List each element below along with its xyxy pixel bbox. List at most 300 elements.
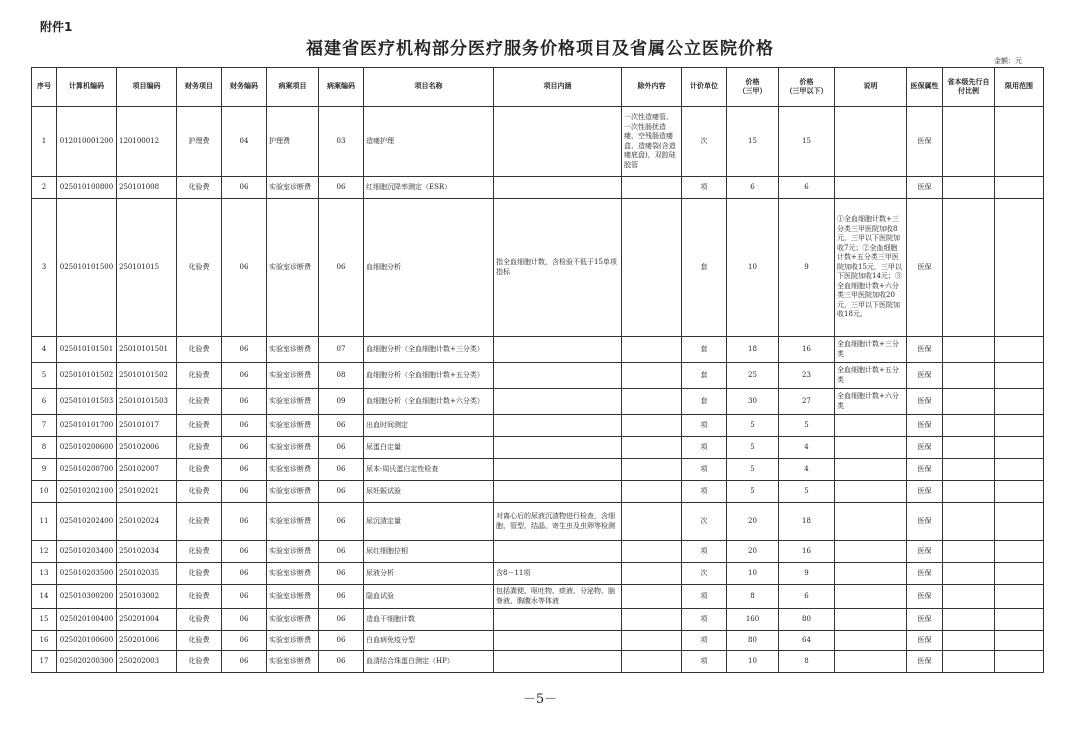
cell-insurance: 医保 — [907, 363, 943, 389]
cell-unit: 次 — [682, 563, 727, 585]
cell-finance-item: 化验费 — [177, 459, 222, 481]
cell-insurance: 医保 — [907, 177, 943, 199]
cell-scope — [995, 337, 1044, 363]
cell-price-below-tier3a: 9 — [779, 199, 835, 337]
cell-price-tier3a: 8 — [727, 585, 779, 609]
cell-exclusion — [622, 585, 682, 609]
cell-self-pay-ratio — [943, 177, 995, 199]
cell-self-pay-ratio — [943, 563, 995, 585]
cell-item-name: 白血病免疫分型 — [364, 631, 494, 651]
table-row — [32, 585, 1044, 609]
cell-price-tier3a: 5 — [727, 415, 779, 437]
cell-unit: 套 — [682, 363, 727, 389]
cell-insurance: 医保 — [907, 609, 943, 631]
cell-insurance: 医保 — [907, 651, 943, 673]
cell-price-below-tier3a: 16 — [779, 337, 835, 363]
cell-scope — [995, 481, 1044, 503]
cell-calc-code: 025020100600 — [57, 631, 117, 651]
page-title: 福建省医疗机构部分医疗服务价格项目及省属公立医院价格 — [306, 39, 774, 59]
cell-price-below-tier3a: 16 — [779, 541, 835, 563]
cell-exclusion — [622, 389, 682, 415]
cell-exclusion — [622, 651, 682, 673]
cell-finance-item: 化验费 — [177, 337, 222, 363]
cell-calc-code: 025010101501 — [57, 337, 117, 363]
cell-price-tier3a: 10 — [727, 651, 779, 673]
cell-item-name: 血清结合珠蛋白测定（HP） — [364, 651, 494, 673]
cell-seq: 13 — [32, 563, 57, 585]
cell-unit: 套 — [682, 199, 727, 337]
cell-unit: 项 — [682, 541, 727, 563]
cell-price-below-tier3a: 64 — [779, 631, 835, 651]
cell-price-below-tier3a: 6 — [779, 585, 835, 609]
header-case-code: 病案编码 — [319, 68, 364, 107]
table-row — [32, 459, 1044, 481]
cell-item-code: 250201006 — [117, 631, 177, 651]
cell-item-name: 造血干细胞计数 — [364, 609, 494, 631]
cell-item-code: 250101017 — [117, 415, 177, 437]
cell-exclusion — [622, 199, 682, 337]
cell-note — [835, 177, 907, 199]
cell-finance-code: 06 — [222, 609, 267, 631]
cell-unit: 次 — [682, 503, 727, 541]
cell-self-pay-ratio — [943, 631, 995, 651]
cell-finance-code: 06 — [222, 503, 267, 541]
cell-price-tier3a: 10 — [727, 199, 779, 337]
header-price-tier3a: 价格 （三甲） — [727, 68, 779, 107]
cell-item-name: 尿红细胞位相 — [364, 541, 494, 563]
cell-item-name: 血细胞分析 — [364, 199, 494, 337]
header-seq: 序号 — [32, 68, 57, 107]
cell-case-code: 09 — [319, 389, 364, 415]
cell-case-item: 实验室诊断费 — [267, 631, 319, 651]
cell-self-pay-ratio — [943, 481, 995, 503]
cell-seq: 9 — [32, 459, 57, 481]
cell-self-pay-ratio — [943, 503, 995, 541]
cell-seq: 2 — [32, 177, 57, 199]
cell-price-tier3a: 18 — [727, 337, 779, 363]
cell-case-item: 实验室诊断费 — [267, 541, 319, 563]
cell-finance-item: 化验费 — [177, 415, 222, 437]
cell-case-code: 06 — [319, 585, 364, 609]
cell-case-item: 实验室诊断费 — [267, 585, 319, 609]
cell-item-content — [494, 415, 622, 437]
cell-unit: 项 — [682, 437, 727, 459]
cell-insurance: 医保 — [907, 563, 943, 585]
cell-item-content — [494, 459, 622, 481]
cell-item-name: 血细胞分析（全血细胞计数+五分类） — [364, 363, 494, 389]
currency-unit-note: 金额：元 — [994, 57, 1022, 65]
table-row — [32, 609, 1044, 631]
cell-item-content — [494, 363, 622, 389]
cell-case-item: 实验室诊断费 — [267, 481, 319, 503]
cell-scope — [995, 177, 1044, 199]
cell-note — [835, 609, 907, 631]
cell-note: 全血细胞计数+五分类 — [835, 363, 907, 389]
cell-finance-item: 化验费 — [177, 437, 222, 459]
table-row — [32, 481, 1044, 503]
header-exclusion: 除外内容 — [622, 68, 682, 107]
cell-finance-code: 06 — [222, 437, 267, 459]
cell-self-pay-ratio — [943, 541, 995, 563]
cell-seq: 16 — [32, 631, 57, 651]
cell-unit: 次 — [682, 107, 727, 177]
cell-unit: 项 — [682, 415, 727, 437]
cell-item-content — [494, 541, 622, 563]
cell-item-content — [494, 481, 622, 503]
cell-calc-code: 012010001200 — [57, 107, 117, 177]
cell-item-code: 250103002 — [117, 585, 177, 609]
cell-unit: 项 — [682, 481, 727, 503]
cell-exclusion — [622, 415, 682, 437]
cell-price-below-tier3a: 5 — [779, 481, 835, 503]
cell-scope — [995, 415, 1044, 437]
cell-case-code: 06 — [319, 481, 364, 503]
cell-finance-item: 护理费 — [177, 107, 222, 177]
cell-case-code: 06 — [319, 437, 364, 459]
table-row — [32, 563, 1044, 585]
table-row — [32, 651, 1044, 673]
cell-seq: 15 — [32, 609, 57, 631]
cell-unit: 项 — [682, 631, 727, 651]
cell-case-code: 06 — [319, 541, 364, 563]
cell-price-tier3a: 5 — [727, 481, 779, 503]
cell-price-below-tier3a: 5 — [779, 415, 835, 437]
cell-unit: 套 — [682, 337, 727, 363]
cell-item-name: 尿本-周氏蛋白定性检查 — [364, 459, 494, 481]
cell-price-tier3a: 6 — [727, 177, 779, 199]
cell-item-name: 尿蛋白定量 — [364, 437, 494, 459]
table-row — [32, 437, 1044, 459]
cell-case-code: 06 — [319, 503, 364, 541]
cell-finance-item: 化验费 — [177, 609, 222, 631]
cell-self-pay-ratio — [943, 199, 995, 337]
cell-price-tier3a: 25 — [727, 363, 779, 389]
cell-item-code: 250101015 — [117, 199, 177, 337]
cell-insurance: 医保 — [907, 459, 943, 481]
cell-insurance: 医保 — [907, 199, 943, 337]
table-row — [32, 631, 1044, 651]
cell-calc-code: 025010200600 — [57, 437, 117, 459]
cell-item-content — [494, 107, 622, 177]
table-row — [32, 199, 1044, 337]
cell-item-content: 包括粪便、呕吐物、痰液、分泌物、脑脊液、胸腹水等体液 — [494, 585, 622, 609]
cell-item-content — [494, 177, 622, 199]
cell-insurance: 医保 — [907, 437, 943, 459]
cell-price-tier3a: 20 — [727, 503, 779, 541]
cell-price-tier3a: 15 — [727, 107, 779, 177]
cell-item-code: 25010101501 — [117, 337, 177, 363]
cell-self-pay-ratio — [943, 459, 995, 481]
cell-self-pay-ratio — [943, 437, 995, 459]
cell-calc-code: 025010101503 — [57, 389, 117, 415]
cell-finance-code: 06 — [222, 363, 267, 389]
cell-calc-code: 025020100400 — [57, 609, 117, 631]
cell-item-code: 250102035 — [117, 563, 177, 585]
cell-case-code: 06 — [319, 415, 364, 437]
cell-note — [835, 563, 907, 585]
cell-item-name: 隐血试验 — [364, 585, 494, 609]
cell-exclusion — [622, 563, 682, 585]
header-item-content: 项目内涵 — [494, 68, 622, 107]
cell-finance-item: 化验费 — [177, 481, 222, 503]
cell-case-code: 06 — [319, 631, 364, 651]
cell-item-name: 造瘘护理 — [364, 107, 494, 177]
cell-self-pay-ratio — [943, 363, 995, 389]
cell-case-item: 护理费 — [267, 107, 319, 177]
cell-scope — [995, 563, 1044, 585]
cell-price-tier3a: 10 — [727, 563, 779, 585]
header-item-code: 项目编码 — [117, 68, 177, 107]
cell-scope — [995, 631, 1044, 651]
cell-price-tier3a: 80 — [727, 631, 779, 651]
cell-seq: 8 — [32, 437, 57, 459]
cell-finance-item: 化验费 — [177, 631, 222, 651]
cell-exclusion — [622, 609, 682, 631]
cell-price-tier3a: 20 — [727, 541, 779, 563]
cell-note — [835, 541, 907, 563]
cell-note — [835, 503, 907, 541]
cell-scope — [995, 503, 1044, 541]
header-unit: 计价单位 — [682, 68, 727, 107]
cell-finance-item: 化验费 — [177, 585, 222, 609]
cell-scope — [995, 585, 1044, 609]
cell-exclusion — [622, 631, 682, 651]
table-row — [32, 389, 1044, 415]
cell-seq: 3 — [32, 199, 57, 337]
cell-price-below-tier3a: 9 — [779, 563, 835, 585]
cell-insurance: 医保 — [907, 481, 943, 503]
cell-note: 全血细胞计数+六分类 — [835, 389, 907, 415]
cell-note — [835, 651, 907, 673]
cell-note — [835, 107, 907, 177]
cell-price-below-tier3a: 15 — [779, 107, 835, 177]
cell-item-content — [494, 609, 622, 631]
cell-seq: 4 — [32, 337, 57, 363]
cell-item-code: 25010101502 — [117, 363, 177, 389]
cell-item-name: 尿沉渣定量 — [364, 503, 494, 541]
cell-price-below-tier3a: 18 — [779, 503, 835, 541]
cell-insurance: 医保 — [907, 541, 943, 563]
cell-calc-code: 025020200300 — [57, 651, 117, 673]
cell-self-pay-ratio — [943, 609, 995, 631]
cell-calc-code: 025010203500 — [57, 563, 117, 585]
cell-item-code: 250201004 — [117, 609, 177, 631]
cell-case-code: 03 — [319, 107, 364, 177]
cell-seq: 17 — [32, 651, 57, 673]
cell-seq: 14 — [32, 585, 57, 609]
cell-self-pay-ratio — [943, 651, 995, 673]
cell-seq: 12 — [32, 541, 57, 563]
cell-price-below-tier3a: 80 — [779, 609, 835, 631]
cell-item-name: 血细胞分析（全血细胞计数+三分类） — [364, 337, 494, 363]
cell-scope — [995, 389, 1044, 415]
cell-item-code: 250202003 — [117, 651, 177, 673]
cell-finance-item: 化验费 — [177, 563, 222, 585]
price-table — [31, 67, 1044, 673]
header-self-pay-ratio: 省本级先行自付比例 — [943, 68, 995, 107]
cell-finance-code: 06 — [222, 177, 267, 199]
cell-item-code: 250102034 — [117, 541, 177, 563]
cell-exclusion — [622, 437, 682, 459]
cell-calc-code: 025010202100 — [57, 481, 117, 503]
cell-unit: 项 — [682, 585, 727, 609]
cell-case-item: 实验室诊断费 — [267, 389, 319, 415]
cell-finance-item: 化验费 — [177, 199, 222, 337]
cell-case-item: 实验室诊断费 — [267, 503, 319, 541]
cell-finance-item: 化验费 — [177, 363, 222, 389]
cell-insurance: 医保 — [907, 107, 943, 177]
cell-exclusion — [622, 363, 682, 389]
cell-scope — [995, 199, 1044, 337]
cell-item-content — [494, 631, 622, 651]
cell-self-pay-ratio — [943, 389, 995, 415]
cell-calc-code: 025010300200 — [57, 585, 117, 609]
cell-note — [835, 437, 907, 459]
header-item-name: 项目名称 — [364, 68, 494, 107]
cell-case-code: 08 — [319, 363, 364, 389]
cell-case-code: 06 — [319, 177, 364, 199]
cell-price-below-tier3a: 27 — [779, 389, 835, 415]
cell-scope — [995, 363, 1044, 389]
cell-finance-code: 06 — [222, 199, 267, 337]
cell-exclusion — [622, 459, 682, 481]
cell-scope — [995, 459, 1044, 481]
cell-finance-code: 06 — [222, 585, 267, 609]
header-insurance: 医保属性 — [907, 68, 943, 107]
cell-finance-code: 04 — [222, 107, 267, 177]
cell-finance-code: 06 — [222, 337, 267, 363]
cell-item-code: 250102024 — [117, 503, 177, 541]
cell-exclusion — [622, 481, 682, 503]
cell-calc-code: 025010100800 — [57, 177, 117, 199]
cell-note — [835, 481, 907, 503]
cell-insurance: 医保 — [907, 415, 943, 437]
header-finance-item: 财务项目 — [177, 68, 222, 107]
cell-case-code: 06 — [319, 199, 364, 337]
cell-item-content — [494, 437, 622, 459]
cell-seq: 10 — [32, 481, 57, 503]
cell-insurance: 医保 — [907, 337, 943, 363]
header-price-below-tier3a: 价格 （三甲以下） — [779, 68, 835, 107]
cell-case-item: 实验室诊断费 — [267, 459, 319, 481]
header-scope: 限用范围 — [995, 68, 1044, 107]
table-row — [32, 107, 1044, 177]
cell-finance-code: 06 — [222, 541, 267, 563]
cell-note — [835, 459, 907, 481]
cell-finance-item: 化验费 — [177, 177, 222, 199]
cell-scope — [995, 107, 1044, 177]
cell-item-content: 对离心后的尿液沉渣物进行检查，含细胞、管型、结晶、寄生虫及虫卵等检测 — [494, 503, 622, 541]
header-case-item: 病案项目 — [267, 68, 319, 107]
cell-finance-code: 06 — [222, 563, 267, 585]
cell-insurance: 医保 — [907, 503, 943, 541]
cell-exclusion — [622, 503, 682, 541]
cell-case-item: 实验室诊断费 — [267, 337, 319, 363]
cell-price-below-tier3a: 8 — [779, 651, 835, 673]
cell-insurance: 医保 — [907, 631, 943, 651]
cell-scope — [995, 651, 1044, 673]
cell-item-code: 25010101503 — [117, 389, 177, 415]
cell-finance-code: 06 — [222, 481, 267, 503]
cell-case-code: 06 — [319, 459, 364, 481]
cell-price-tier3a: 160 — [727, 609, 779, 631]
cell-seq: 11 — [32, 503, 57, 541]
table-row — [32, 363, 1044, 389]
cell-exclusion — [622, 337, 682, 363]
cell-note — [835, 415, 907, 437]
cell-unit: 项 — [682, 609, 727, 631]
cell-insurance: 医保 — [907, 389, 943, 415]
cell-calc-code: 025010101500 — [57, 199, 117, 337]
cell-item-content: 指全血细胞计数，含检验不低于15单项指标 — [494, 199, 622, 337]
cell-item-code: 250101008 — [117, 177, 177, 199]
cell-calc-code: 025010101502 — [57, 363, 117, 389]
table-row — [32, 415, 1044, 437]
cell-finance-item: 化验费 — [177, 651, 222, 673]
cell-item-content — [494, 389, 622, 415]
page-number: －5－ — [522, 692, 558, 707]
cell-seq: 1 — [32, 107, 57, 177]
attachment-label: 附件1 — [40, 20, 73, 34]
cell-finance-code: 06 — [222, 651, 267, 673]
cell-case-item: 实验室诊断费 — [267, 177, 319, 199]
cell-scope — [995, 541, 1044, 563]
cell-seq: 6 — [32, 389, 57, 415]
cell-item-code: 250102021 — [117, 481, 177, 503]
cell-self-pay-ratio — [943, 415, 995, 437]
cell-case-code: 06 — [319, 651, 364, 673]
cell-calc-code: 025010200700 — [57, 459, 117, 481]
cell-self-pay-ratio — [943, 107, 995, 177]
cell-self-pay-ratio — [943, 337, 995, 363]
cell-finance-item: 化验费 — [177, 503, 222, 541]
table-row — [32, 177, 1044, 199]
cell-insurance: 医保 — [907, 585, 943, 609]
cell-item-content — [494, 337, 622, 363]
cell-finance-code: 06 — [222, 389, 267, 415]
cell-case-item: 实验室诊断费 — [267, 437, 319, 459]
table-row — [32, 337, 1044, 363]
table-row — [32, 503, 1044, 541]
cell-finance-item: 化验费 — [177, 541, 222, 563]
cell-price-tier3a: 5 — [727, 437, 779, 459]
cell-unit: 项 — [682, 459, 727, 481]
cell-unit: 套 — [682, 389, 727, 415]
cell-seq: 7 — [32, 415, 57, 437]
cell-case-code: 06 — [319, 609, 364, 631]
cell-finance-code: 06 — [222, 415, 267, 437]
cell-item-code: 250102006 — [117, 437, 177, 459]
cell-note: ①全血细胞计数+三分类三甲医院加收8元，三甲以下医院加收7元；②全血细胞计数+五分类三甲医院加收15元，三甲以下医院加收14元；③全血细胞计数+六分类三甲医院加收20元，三甲以下医院加收18元。 — [835, 199, 907, 337]
cell-item-content: 含8－11项 — [494, 563, 622, 585]
cell-case-item: 实验室诊断费 — [267, 563, 319, 585]
cell-calc-code: 025010203400 — [57, 541, 117, 563]
cell-price-tier3a: 5 — [727, 459, 779, 481]
cell-note — [835, 585, 907, 609]
cell-case-item: 实验室诊断费 — [267, 651, 319, 673]
cell-unit: 项 — [682, 651, 727, 673]
cell-calc-code: 025010202400 — [57, 503, 117, 541]
cell-case-item: 实验室诊断费 — [267, 415, 319, 437]
cell-exclusion — [622, 541, 682, 563]
cell-price-tier3a: 30 — [727, 389, 779, 415]
cell-item-code: 250102007 — [117, 459, 177, 481]
cell-case-item: 实验室诊断费 — [267, 609, 319, 631]
table-header-row — [32, 68, 1044, 107]
cell-calc-code: 025010101700 — [57, 415, 117, 437]
cell-item-code: 120100012 — [117, 107, 177, 177]
cell-case-code: 07 — [319, 337, 364, 363]
